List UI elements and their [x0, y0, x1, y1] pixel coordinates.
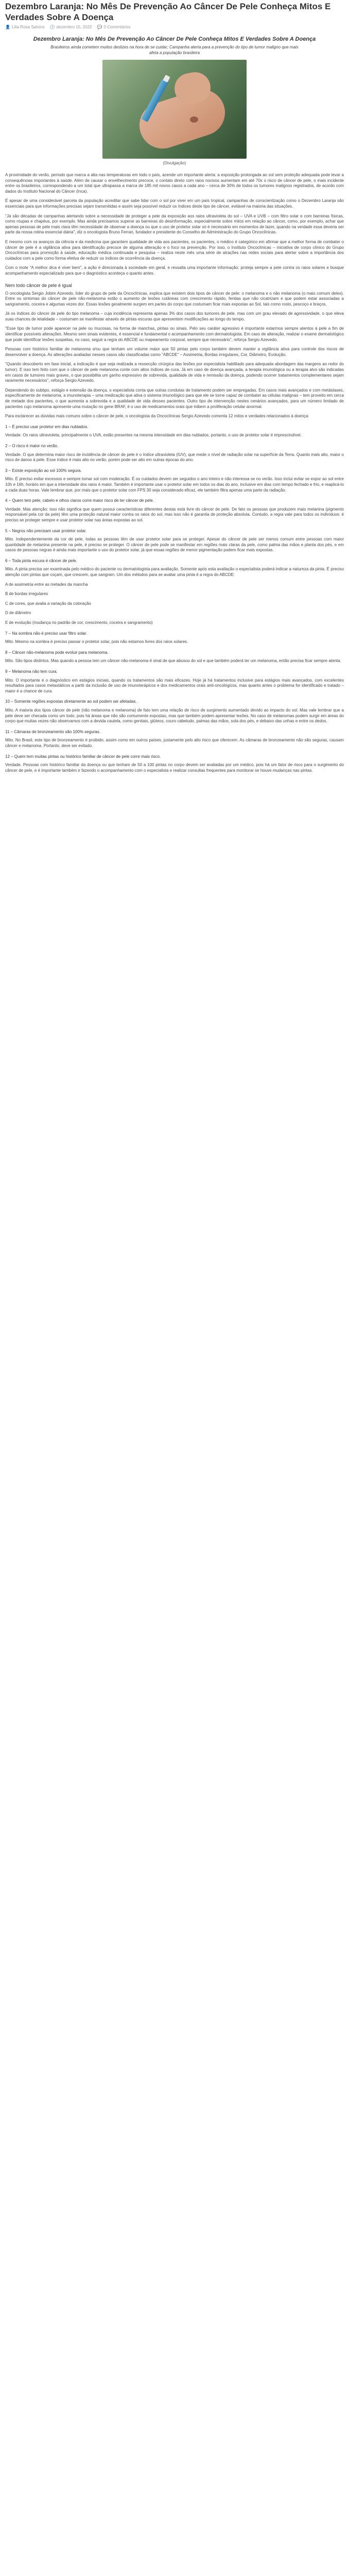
- lead-block: [5, 36, 344, 165]
- qa-answer: Mito. No Brasil, este tipo de bronzeamento é proibido, assim como em outros países, justamente pelo alto risco que oferecem. As câmaras de bronzeamento não são seguras, causam câncer e melanoma. Portanto, deve ser evitado.: [5, 738, 344, 748]
- skin-spot: [190, 116, 198, 123]
- qa-question: 4 – Quem tem pele, cabelo e olhos claros corre maior risco de ter câncer de pele.: [5, 498, 154, 503]
- abcde-item: C de cores, que avalia a variação da coloração: [5, 601, 91, 606]
- author-meta[interactable]: [5, 25, 45, 29]
- intro-paragraph: E mesmo com os avanços da ciência e da medicina que garantem qualidade de vida aos pacientes, os pacientes, o médico é categórico em afirmar que a melhor forma de combater o câncer de pele é a vigilância ativa para identificação precoce de alguma alteração e o foco na prevenção. Por isso, o Instituto Oncoclínicas – iniciativa de corpo clínico do Grupo Oncoclínicas para promoção à saúde, educação médica continuada e pesquisa – realiza neste mês uma série de atrações nas redes sociais para alertar sobre a importância dos cuidados com a pele como forma efetiva de reduzir os índices de ocorrência da doença.: [5, 239, 344, 261]
- qa-question: 8 – Câncer não-melanoma pode evoluir para melanoma.: [5, 650, 109, 655]
- intro-paragraph: Com o mote "A melhor dica é viver bem", a ação é direcionada à sociedade em geral, e ressalta uma importante informação: proteja sempre a pele contra os raios solares e busque acompanhamento especializado para que o diagnóstico aconteça o quanto antes.: [5, 265, 344, 276]
- qa-answer: Mito. Mesmo na sombra é preciso passar o protetor solar, pois não estamos livres dos raios solares.: [5, 639, 188, 645]
- qa-question: 11 – Câmaras de bronzeamento são 100% seguras.: [5, 729, 100, 734]
- qa-answer: Mito. Independentemente da cor de pele, todas as pessoas têm de usar protetor solar para se proteger. Apesar do câncer de pele ser menos comum entre pessoas com maior quantidade de melanina presente na pele, é preciso se proteger. O câncer de pele pode se manifestar em regiões mais claras da pele, como palma das mãos e planta dos pés, e em casos de pessoas negras é ainda mais importante o uso do protetor solar, já que essas regiões de menor pigmentação podem ficar mais expostas.: [5, 537, 344, 553]
- qa-item: [5, 699, 344, 724]
- qa-question: 6 – Toda pinta escura é câncer de pele.: [5, 558, 77, 563]
- qa-question: 9 – Melanoma não tem cura.: [5, 669, 58, 674]
- qa-question: 7 – Na sombra não é preciso usar filtro solar.: [5, 631, 88, 636]
- section-paragraph: Pessoas com histórico familiar de melanoma e/ou que tenham um volume maior que 50 pintas pelo corpo também devem manter a vigilância ativa para controle dos riscos de desenvolver a doença. As alterações avaliadas nesses casos são classificadas como "ABCDE" – Assimetria, Bordas irregulares, Cor, Diâmetro, Evolução.: [5, 347, 344, 357]
- comments-meta[interactable]: [97, 25, 130, 29]
- qa-item: [5, 498, 344, 523]
- section-paragraph: Já os índices do câncer de pele do tipo melanoma – cuja incidência representa apenas 3% dos casos dos tumores de pele, mas com um grau elevado de agressividade, o que eleva suas chances de letalidade – costumam se manifestar através de pintas escuras que apresentem modificações ao longo do tempo.: [5, 311, 344, 321]
- section-paragraph: O oncologista Sergio Jobim Azevedo, líder do grupo de pele da Oncoclínicas, explica que existem dois tipos de câncer de pele: o melanoma e o não melanoma (o mais comum deles). Entre os sintomas do câncer de pele não-melanoma estão o aumento de lesões cutâneas com crescimento rápido, feridas que não cicatrizam e que podem estar associadas a sangramento, coceira e algumas vezes dor. Essas lesões geralmente surgem em partes do corpo que costumam ficar mais expostas ao Sol, tais como rosto, pescoço e braços.: [5, 291, 344, 307]
- abcde-item: B de bordas irregulares: [5, 591, 48, 597]
- comment-icon: 💬: [97, 25, 102, 29]
- image-caption: (Divulgação): [163, 161, 186, 165]
- qa-question: 2 – O risco é maior no verão.: [5, 443, 59, 448]
- abcde-item: A de assimetria entre as metades da mancha: [5, 582, 88, 587]
- section-paragraph: Dependendo do subtipo, estágio e extensão da doença, o especialista conta que outras condutas de tratamento podem ser empregadas. Em casos mais avançados e com metástases, especificamente de melanoma, a imunoterapia – uma medicação que ativa o sistema imunológico para que ele se torne capaz de combater as células malignas – tem proveito em cerca de metade dos pacientes, o que aumenta a sobrevida e a qualidade de vida desses pacientes. Outro tipo de intervenção nestes cenários avançados, para um número limitado de pacientes cujo melanoma apresente uma mutação no gene BRAF, é o uso de medicamentos orais que inibem a proliferação celular anormal.: [5, 387, 344, 409]
- qa-answer: Verdade. O que determina maior risco de incidência de câncer de pele é o índice ultravioleta (IUV), que mede o nível de radiação solar na superfície da Terra. Quanto mais alto, maior o risco de danos à pele. Esse índice é mais alto no verão, porém pode ser alto em outras épocas do ano.: [5, 452, 344, 463]
- qa-answer: Verdade. Os raios ultravioleta, principalmente o UVA, estão presentes na mesma intensidade em dias nublados, portanto, o uso de protetor solar é imprescindível.: [5, 433, 302, 438]
- post-meta: [5, 25, 344, 29]
- user-icon: 👤: [5, 25, 10, 29]
- hero-image: [102, 60, 247, 159]
- intro-paragraph: É apesar de uma considerável parcela da população acreditar que sabe lidar com o sol por viver em um país tropical, campanhas de conscientização como o Dezembro Laranja são essenciais para que informações precisas sejam transmitidas e assim seja possível reduzir os índices deste tipo de câncer, evitável na maioria das situações.: [5, 198, 344, 209]
- qa-item: [5, 669, 344, 694]
- qa-answer: Verdade. Mas atenção: isso não significa que quem possui características diferentes destas está livre do câncer de pele. De fato os pessoas que produzem mais melanina (pigmento responsável pela cor da pele) têm uma proteção natural maior contra os raios do sol, mas isso não é garantia de proteção absoluta. Contudo, a regra vale para todos os indivíduos: é preciso se proteger sempre e usar protetor solar nas áreas expostas ao sol.: [5, 506, 344, 522]
- qa-list: [5, 425, 344, 774]
- comments-count: 0 Comentários: [103, 25, 131, 29]
- qa-item: [5, 468, 344, 493]
- abcde-item: D de diâmetro: [5, 611, 31, 616]
- qa-question: 10 – Somente regiões expostas diretamente ao sol podem ser afetadas.: [5, 699, 137, 704]
- article: [0, 0, 349, 773]
- qa-answer: Mito. O importante é o diagnóstico em estágios iniciais, quando os tratamentos são mais eficazes. Hoje já há tratamentos inclusive para estágios mais avançados, com excelentes resultados para casos metastáticos a partir da inclusão de uso de imunoterápicos e dos medicamentos orais anti-oncológicos, mas quanto antes o problema for identificado e tratado – maior é a chance de cura.: [5, 677, 344, 693]
- post-title: Dezembro Laranja: No Mês De Prevenção Ao Câncer De Pele Conheça Mitos E Verdades Sobre A Doença: [5, 2, 331, 22]
- qa-item: [5, 754, 344, 774]
- author-name: Lilia Rosa Salvino: [11, 25, 45, 29]
- post-date: dezembro 15, 2022: [56, 25, 92, 29]
- lead-subtitle: Brasileiros ainda cometem muitos deslizes na hora de se cuidar; Campanha alerta para a prevenção do tipo de tumor maligno que mais afeta a população brasileira: [50, 45, 299, 55]
- qa-item: [5, 650, 344, 664]
- qa-item: [5, 631, 344, 645]
- section-paragraph: "Esse tipo de tumor pode aparecer na pele ou mucosas, na forma de manchas, pintas ou sinais. Pelo seu caráter agressivo é importante estarmos sempre atentos à pele a fim de identificar possíveis alterações. Mesmo sem sinais evidentes, é essencial e fundamental o acompanhamento com dermatologista. Em caso de alteração, realizar o exame dermatológico que pode identificar lesões suspeitas, no caso, seguir a regra do ABCDE ou mapeamento corporal, sempre que necessário", reforça Sergio Azevedo.: [5, 326, 344, 342]
- section-heading: Nem todo câncer de pele é igual: [5, 282, 72, 288]
- lead-title: Dezembro Laranja: No Mês De Prevenção Ao Câncer De Pele Conheça Mitos E Verdades Sobre A Doença: [33, 36, 316, 42]
- qa-answer: Mito. A pinta precisa ser examinada pelo médico do paciente ou dermatologista para avaliação. Somente após esta avaliação o especialista poderá indicar a natureza da pinta. É preciso atenção com pintas que coçam, que crescem, que sangram. Um dos métodos para se avaliar uma pinta é a regra do ABCDE:: [5, 567, 344, 578]
- clock-icon: 🕑: [49, 25, 55, 29]
- abcde-item: E de evolução (mudança no padrão de cor, crescimento, coceira e sangramento): [5, 620, 153, 625]
- section-body: [5, 291, 344, 419]
- qa-item: [5, 730, 344, 749]
- qa-question: 1 – É preciso usar protetor em dias nublados.: [5, 424, 89, 429]
- intro-paragraph: A proximidade do verão, período que marca a alta nas temperaturas em todo o país, acende um importante alerta: a exposição prolongada ao sol sem proteção adequada pode levar a consequências importantes à saúde. Além de causar o envelhecimento precoce, o contato direto com raios nocivos aumentam em até 70x o risco de câncer de pele, o mais incidente entre os brasileiros, correspondendo a um total que ultrapassa a marca de 185 mil novos casos a cada ano – cerca de 30% de todos os tumores malignos registrados, de acordo com dados do Instituto Nacional do Câncer (Inca).: [5, 173, 344, 194]
- qa-question: 12 – Quem tem muitas pintas ou histórico familiar de câncer de pele corre mais risco.: [5, 754, 161, 759]
- qa-item: [5, 444, 344, 463]
- date-meta: [50, 25, 92, 29]
- qa-item: [5, 558, 344, 626]
- qa-answer: Mito. A maioria dos tipos câncer de pele (não melanoma e melanoma) de fato tem uma relação de risco de surgimento aumentado devido ao impacto do sol. Mas vale lembrar que a pele deve ser checada como um todo, pois há áreas que não são comumente expostas, mas que também podem apresentar lesões. No caso de melanomas podem surgir em áreas do corpo que muitas vezes não observamos com a devida cautela, como genitais, glúteos, couro cabeludo, palmas das mãos, sola dos pés, e debaixo das unhas e entre os dedos.: [5, 707, 344, 724]
- qa-answer: Mito. São tipos distintos. Mas quando a pessoa tem um câncer não-melanoma é sinal de que abusou do sol e que também poderá ter um melanoma, então precisa ficar sempre atenta.: [5, 658, 341, 664]
- qa-item: [5, 425, 344, 438]
- intro-paragraph: "Já são décadas de campanhas alertando sobre a necessidade de proteger a pele da exposição aos raios ultravioleta do sol – UVA e UVB – com filtro solar e com barreiras físicas, como roupas e chapéus, por exemplo. Mas ainda precisamos superar as barreiras do desinformação, especialmente sobre mitos em relação ao câncer, como, por exemplo, achar que apenas pessoas de pele mais clara têm necessidade de observar a doença ou que o uso de protetor solar só é necessário em momentos de lazer, quando na verdade essa deveria ser parte da nossa rotina essencial diária", diz o oncologista Bruno Ferrari, fundador e presidente do Conselho de Administração do Grupo Oncoclínicas.: [5, 213, 344, 235]
- qa-answer: Mito. É preciso evitar excessos e sempre tomar sol com moderação. É os cuidados devem ser seguidos o ano inteiro e não interessa se no verão. Isso inclui evitar se expor ao sol entre 10h e 16h, horário em que a intensidade dos raios é maior. Também é importante usar o protetor solar em todos os dias do ano, inclusive em dias com tempo fechado e frio, e reaplicá-lo a cada duas horas. Vale lembrar que, por mais que o protetor solar com FPS 30 seja considerado eficaz, ele também filtra apenas uma parte da radiação.: [5, 477, 344, 493]
- section-paragraph: Para esclarecer as dúvidas mais comuns sobre o câncer de pele, o oncologista da Oncoclínicas Sergio Azevedo comenta 12 mitos e verdades relacionados à doença:: [5, 414, 309, 419]
- intro-section: [5, 173, 344, 277]
- qa-question: 5 – Negros não precisam usar protetor solar.: [5, 528, 87, 533]
- qa-question: 3 – Existe exposição ao sol 100% segura.: [5, 468, 82, 473]
- qa-item: [5, 529, 344, 553]
- section-paragraph: "Quando descoberto em fase inicial, a indicação é que seja realizada a ressecção cirúrgica das lesões por especialista habilitado para adequada abordagem das margens ao redor do tumor). E isso tem feito com que o câncer de pele melanoma conte com altos índices de cura. Já em caso de doença avançada, a terapia imunológica ou a terapia alvo são indicadas em casos de tumores mais graves, o que possibilita um ganho expressivo de sobrevida, qualidade de vida e remissão da doença, podendo ocorrer tratamentos complementares sejam raramente necessários", reforça Sergio Azevedo.: [5, 362, 344, 383]
- qa-answer: Verdade. Pessoas com histórico familiar da doença ou que tenham de 50 a 100 pintas no corpo devem ser avaliadas por um médico, pois há um fator de risco para o surgimento do câncer de pele, e é importante também ir fazendo o acompanhamento com o especialista e realizar consultas frequentes para monitorar se houve mudanças nas pintas.: [5, 762, 344, 773]
